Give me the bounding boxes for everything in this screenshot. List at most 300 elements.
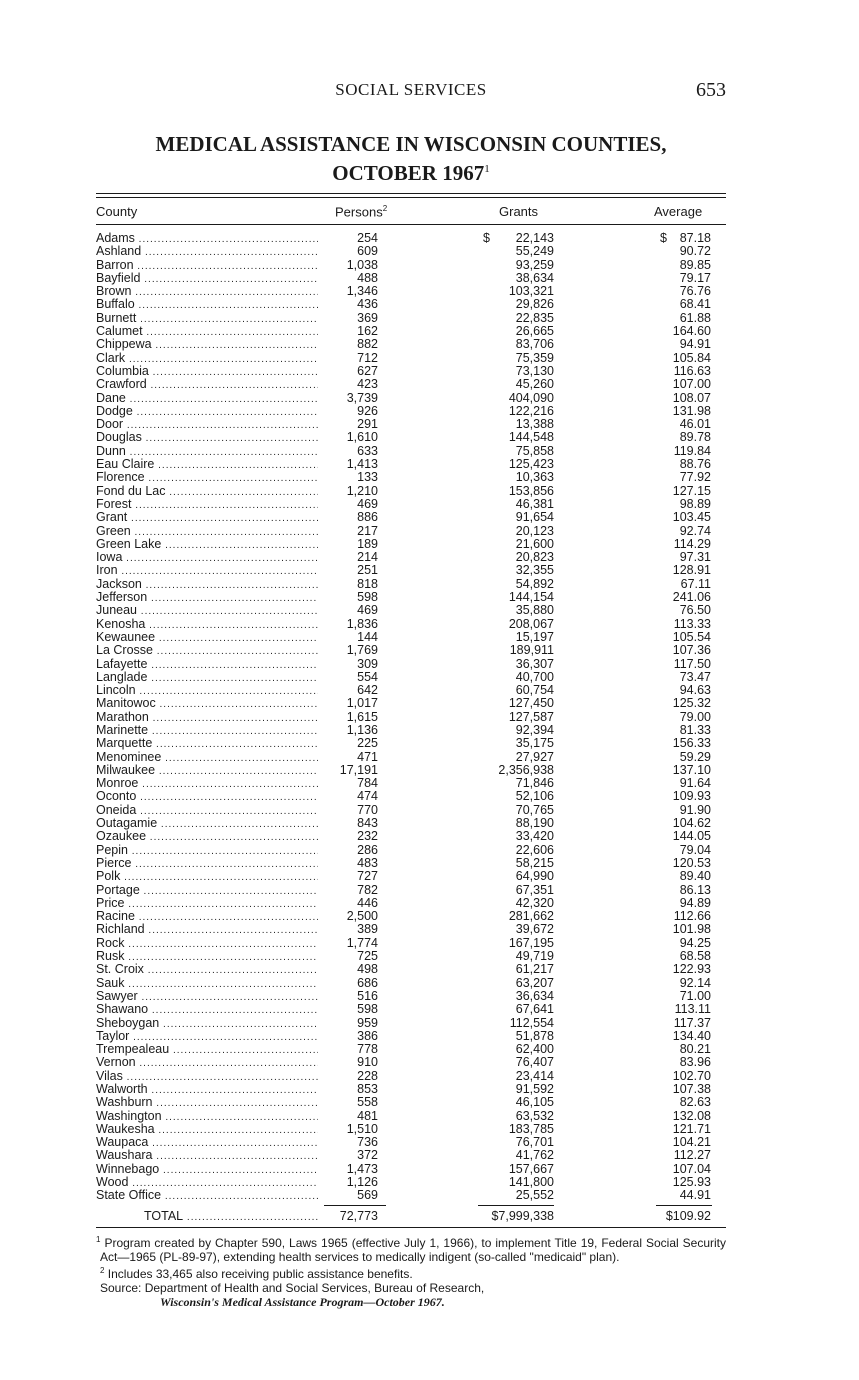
- persons-cell: 217: [357, 523, 378, 538]
- grants-cell: 63,532: [515, 1108, 554, 1123]
- persons-cell: 474: [357, 789, 378, 804]
- table-row: [96, 857, 726, 870]
- average-cell: 120.53: [672, 855, 711, 870]
- bottom-rule: [96, 1227, 726, 1228]
- average-cell: 46.01: [679, 417, 711, 432]
- table-row: [96, 790, 726, 803]
- persons-cell: 853: [357, 1082, 378, 1096]
- grants-cell: 20,123: [515, 523, 554, 538]
- table-row: [96, 804, 726, 817]
- footnote-2-mark: 2: [100, 1266, 105, 1275]
- average-cell: 98.89: [679, 496, 711, 511]
- average-cell: 128.91: [672, 563, 711, 578]
- average-cell: 112.66: [673, 909, 711, 924]
- table-row: [96, 338, 726, 351]
- average-cell: 107.04: [672, 1161, 711, 1176]
- persons-cell: 446: [357, 895, 378, 910]
- table-row: [96, 817, 726, 830]
- persons-cell: 782: [357, 882, 378, 897]
- county-name: Dunn .....: [96, 445, 318, 459]
- county-rows: [96, 232, 726, 1203]
- table-row: [96, 777, 726, 790]
- grants-cell: 67,641: [515, 1002, 554, 1017]
- table-row: [96, 485, 726, 498]
- table-row: [96, 591, 726, 604]
- county-name: Marquette .....: [96, 737, 318, 751]
- persons-cell: 1,017: [346, 696, 378, 711]
- average-cell: 114.29: [673, 536, 711, 551]
- average-cell: 44.91: [679, 1188, 711, 1203]
- persons-cell: 1,210: [346, 483, 378, 498]
- county-name: Columbia .....: [96, 365, 318, 379]
- average-cell: 94.89: [679, 895, 711, 910]
- grants-cell: 10,363: [515, 470, 554, 485]
- footnote-1: [96, 1233, 726, 1264]
- county-name: State Office .....: [96, 1189, 318, 1203]
- persons-cell: 882: [357, 337, 378, 352]
- grants-cell: 32,355: [515, 563, 554, 578]
- county-name: Milwaukee .....: [96, 764, 318, 778]
- table-row: [96, 1043, 726, 1056]
- persons-cell: 598: [357, 1002, 378, 1017]
- persons-cell: 516: [357, 988, 378, 1003]
- section-title: SOCIAL SERVICES: [335, 80, 487, 99]
- average-cell: 82.63: [679, 1095, 711, 1110]
- grants-cell: 76,701: [515, 1135, 554, 1150]
- county-name: Barron .....: [96, 259, 318, 273]
- grants-cell: 40,700: [515, 669, 554, 684]
- persons-cell: 843: [357, 816, 378, 831]
- grants-cell: 93,259: [515, 257, 554, 272]
- table-row: [96, 245, 726, 258]
- grants-cell: 58,215: [515, 855, 554, 870]
- county-name: Green .....: [96, 525, 318, 539]
- grants-cell: 22,143: [515, 231, 554, 245]
- grants-cell: 15,197: [515, 629, 554, 644]
- persons-cell: 251: [357, 563, 378, 578]
- average-cell: 107.36: [672, 643, 711, 658]
- grants-cell: 46,105: [515, 1095, 554, 1110]
- table-row: [96, 830, 726, 843]
- title-line-1: MEDICAL ASSISTANCE IN WISCONSIN COUNTIES,: [155, 132, 667, 156]
- average-cell: 90.72: [679, 244, 711, 259]
- table-row: [96, 471, 726, 484]
- table-row: [96, 538, 726, 551]
- average-cell: 92.74: [679, 523, 711, 538]
- average-cell: 164.60: [672, 324, 711, 339]
- persons-cell: 1,836: [346, 616, 378, 631]
- persons-cell: 818: [357, 576, 378, 591]
- table-row: [96, 551, 726, 564]
- table-title: [96, 132, 726, 186]
- table-row: [96, 418, 726, 431]
- county-name: Kewaunee .....: [96, 631, 318, 645]
- average-cell: 87.18: [679, 231, 711, 245]
- county-name: Eau Claire .....: [96, 458, 318, 472]
- grants-cell: 26,665: [515, 324, 554, 339]
- grants-cell: 45,260: [515, 377, 554, 392]
- average-cell: 107.00: [672, 377, 711, 392]
- average-cell: 68.58: [679, 949, 711, 964]
- average-cell: 117.37: [673, 1015, 711, 1030]
- total-label: TOTAL .....: [144, 1209, 319, 1223]
- average-cell: 104.62: [672, 816, 711, 831]
- grants-cell: 76,407: [515, 1055, 554, 1070]
- column-header-county: County: [96, 204, 138, 219]
- county-name: Walworth .....: [96, 1083, 318, 1097]
- grants-cell: 67,351: [515, 882, 554, 897]
- average-cell: 122.93: [672, 962, 711, 977]
- persons-cell: 1,774: [346, 935, 378, 950]
- footnote-1-text: Program created by Chapter 590, Laws 1965 (effective July 1, 1966), to implement Title 19, Federal Social Security Act—1965 (PL-89-97), extending health services to medically indigent (so-called "medicaid" plan).: [100, 1236, 726, 1264]
- grants-cell: 70,765: [515, 802, 554, 817]
- average-cell: 73.47: [679, 669, 711, 684]
- county-name: La Crosse .....: [96, 644, 318, 658]
- county-name: Jefferson .....: [96, 591, 318, 605]
- grants-cell: 33,420: [515, 829, 554, 844]
- county-name: Douglas .....: [96, 431, 318, 445]
- county-name: Shawano .....: [96, 1003, 318, 1017]
- average-cell: 107.38: [672, 1082, 711, 1096]
- grants-cell: 153,856: [508, 483, 554, 498]
- table-row: [96, 751, 726, 764]
- average-cell: 102.70: [672, 1068, 711, 1083]
- county-name: Winnebago .....: [96, 1163, 318, 1177]
- grants-cell: 208,067: [508, 616, 554, 631]
- grants-cell: 75,359: [515, 350, 554, 365]
- persons-cell: 1,346: [346, 284, 378, 299]
- grants-cell: 36,634: [515, 988, 554, 1003]
- county-name: Ashland .....: [96, 245, 318, 259]
- persons-cell: 1,769: [346, 643, 378, 658]
- persons-cell: 228: [357, 1068, 378, 1083]
- table-row: [96, 578, 726, 591]
- average-cell: 103.45: [672, 510, 711, 525]
- average-cell: 105.84: [672, 350, 711, 365]
- table-row: [96, 431, 726, 444]
- persons-cell: 291: [357, 417, 378, 432]
- table-row: [96, 658, 726, 671]
- average-cell: 121.71: [672, 1121, 711, 1136]
- grants-cell: 21,600: [515, 536, 554, 551]
- table-row: [96, 564, 726, 577]
- county-name: Monroe .....: [96, 777, 318, 791]
- persons-cell: 598: [357, 590, 378, 605]
- grants-cell: 125,423: [508, 457, 554, 472]
- average-cell: 112.27: [673, 1148, 711, 1163]
- average-cell: 89.40: [679, 869, 711, 884]
- grants-cell: 13,388: [515, 417, 554, 432]
- average-cell: 94.25: [679, 935, 711, 950]
- grants-cell: 183,785: [508, 1121, 554, 1136]
- table-row: [96, 378, 726, 391]
- table-row: [96, 365, 726, 378]
- persons-cell: 162: [357, 324, 378, 339]
- county-name: Lincoln .....: [96, 684, 318, 698]
- average-cell: 119.84: [673, 443, 711, 458]
- county-name: Waushara .....: [96, 1149, 318, 1163]
- grants-cell: 141,800: [508, 1175, 554, 1190]
- county-name: Marinette .....: [96, 724, 318, 738]
- county-name: Taylor .....: [96, 1030, 318, 1044]
- grants-cell: 404,090: [508, 390, 554, 405]
- title-footnote-ref: 1: [484, 163, 490, 175]
- persons-cell: 469: [357, 603, 378, 618]
- table-row: [96, 1189, 726, 1202]
- table-row: [96, 1136, 726, 1149]
- persons-cell: 423: [357, 377, 378, 392]
- county-name: Adams .....: [96, 232, 318, 246]
- grants-cell: 52,106: [515, 789, 554, 804]
- average-cell: 144.05: [672, 829, 711, 844]
- average-cell: 113.33: [673, 616, 711, 631]
- average-cell: 67.11: [680, 576, 711, 591]
- top-rule-2: [96, 197, 726, 198]
- grants-cell: 63,207: [515, 975, 554, 990]
- table-row: [96, 259, 726, 272]
- grants-cell: 51,878: [515, 1028, 554, 1043]
- grants-cell: 91,654: [515, 510, 554, 525]
- title-line-2: [96, 157, 726, 186]
- persons-cell: 1,610: [346, 430, 378, 445]
- persons-cell: 569: [357, 1188, 378, 1203]
- average-cell: 109.93: [672, 789, 711, 804]
- persons-cell: 1,136: [346, 722, 378, 737]
- persons-cell: 727: [357, 869, 378, 884]
- county-name: Dane .....: [96, 392, 318, 406]
- table-row: [96, 498, 726, 511]
- grants-cell: 122,216: [508, 403, 554, 418]
- grants-cell: 144,548: [508, 430, 554, 445]
- average-cell: 88.76: [679, 457, 711, 472]
- persons-cell: 778: [357, 1042, 378, 1057]
- average-cell: 241.06: [672, 590, 711, 605]
- table-row: [96, 1110, 726, 1123]
- grants-cell: 127,450: [508, 696, 554, 711]
- table-row: [96, 618, 726, 631]
- county-name: Grant .....: [96, 511, 318, 525]
- average-cell: 97.31: [679, 550, 711, 565]
- average-cell: 94.63: [679, 683, 711, 698]
- county-name: Vernon .....: [96, 1056, 318, 1070]
- table-row: [96, 844, 726, 857]
- county-name: Polk .....: [96, 870, 318, 884]
- persons-cell: 686: [357, 975, 378, 990]
- table-row: [96, 711, 726, 724]
- county-name: Sawyer .....: [96, 990, 318, 1004]
- average-cell: 125.93: [672, 1175, 711, 1190]
- table-row: [96, 697, 726, 710]
- average-cell: 134.40: [672, 1028, 711, 1043]
- county-name: Washburn .....: [96, 1096, 318, 1110]
- grants-cell: 73,130: [515, 363, 554, 378]
- table-row: [96, 604, 726, 617]
- average-currency-symbol: $: [660, 231, 667, 245]
- table-row: [96, 764, 726, 777]
- table-row: [96, 963, 726, 976]
- grants-cell: 22,835: [515, 310, 554, 325]
- average-cell: 104.21: [672, 1135, 711, 1150]
- persons-cell: 133: [357, 470, 378, 485]
- persons-cell: 372: [357, 1148, 378, 1163]
- table-row: [96, 298, 726, 311]
- county-name: Manitowoc .....: [96, 697, 318, 711]
- table-row: [96, 631, 726, 644]
- grants-cell: 55,249: [515, 244, 554, 259]
- persons-cell: 389: [357, 922, 378, 937]
- persons-cell: 886: [357, 510, 378, 525]
- persons-cell: 770: [357, 802, 378, 817]
- top-rule: [96, 193, 726, 194]
- persons-cell: 784: [357, 776, 378, 791]
- county-name: Richland .....: [96, 923, 318, 937]
- grants-currency-symbol: $: [483, 231, 490, 245]
- grants-cell: 27,927: [515, 749, 554, 764]
- grants-cell: 62,400: [515, 1042, 554, 1057]
- table-row: [96, 405, 726, 418]
- county-name: Juneau .....: [96, 604, 318, 618]
- average-cell: 81.33: [679, 722, 711, 737]
- persons-cell: 725: [357, 949, 378, 964]
- county-name: Langlade .....: [96, 671, 318, 685]
- table-row: [96, 870, 726, 883]
- title-date: OCTOBER 1967: [332, 161, 485, 185]
- table-row: [96, 1176, 726, 1189]
- grants-cell: 29,826: [515, 297, 554, 312]
- county-name: Forest .....: [96, 498, 318, 512]
- table-row: [96, 1123, 726, 1136]
- table-row: [96, 285, 726, 298]
- column-header-persons: [335, 204, 387, 219]
- persons-cell: 1,126: [346, 1175, 378, 1190]
- persons-cell: 1,473: [346, 1161, 378, 1176]
- average-cell: 131.98: [672, 403, 711, 418]
- average-cell: 89.85: [679, 257, 711, 272]
- average-cell: 71.00: [679, 988, 711, 1003]
- persons-cell: 3,739: [346, 390, 378, 405]
- county-name: Washington .....: [96, 1110, 318, 1124]
- county-name: Brown .....: [96, 285, 318, 299]
- grants-cell: 22,606: [515, 842, 554, 857]
- persons-cell: 369: [357, 310, 378, 325]
- persons-footnote-ref: 2: [382, 204, 388, 213]
- grants-cell: 112,554: [509, 1015, 554, 1030]
- table-row: [96, 1017, 726, 1030]
- county-name: Chippewa .....: [96, 338, 318, 352]
- footnote-2: [100, 1264, 726, 1281]
- persons-cell: 736: [357, 1135, 378, 1150]
- persons-cell: 1,615: [346, 709, 378, 724]
- county-name: Portage .....: [96, 884, 318, 898]
- county-name: Crawford .....: [96, 378, 318, 392]
- average-cell: 76.76: [679, 284, 711, 299]
- average-cell: 92.14: [679, 975, 711, 990]
- average-cell: 127.15: [672, 483, 711, 498]
- grants-cell: 60,754: [515, 683, 554, 698]
- persons-cell: 225: [357, 736, 378, 751]
- county-name: Marathon .....: [96, 711, 318, 725]
- persons-cell: 483: [357, 855, 378, 870]
- county-name: Rock .....: [96, 937, 318, 951]
- grants-cell: 39,672: [515, 922, 554, 937]
- county-name: Florence .....: [96, 471, 318, 485]
- grants-cell: 25,552: [515, 1188, 554, 1203]
- persons-cell: 1,510: [346, 1121, 378, 1136]
- grants-cell: 83,706: [515, 337, 554, 352]
- grants-cell: 2,356,938: [498, 762, 554, 777]
- table-row: [96, 977, 726, 990]
- persons-cell: 189: [357, 536, 378, 551]
- county-name: Trempealeau .....: [96, 1043, 318, 1057]
- persons-cell: 554: [357, 669, 378, 684]
- county-name: Door .....: [96, 418, 318, 432]
- grants-cell: 42,320: [515, 895, 554, 910]
- persons-cell: 286: [357, 842, 378, 857]
- grants-cell: 64,990: [515, 869, 554, 884]
- table-row: [96, 910, 726, 923]
- grants-cell: 35,880: [515, 603, 554, 618]
- county-name: Waupaca .....: [96, 1136, 318, 1150]
- county-name: St. Croix .....: [96, 963, 318, 977]
- table-row: [96, 272, 726, 285]
- table-row: [96, 1070, 726, 1083]
- persons-cell: 144: [357, 629, 378, 644]
- persons-cell: 214: [357, 550, 378, 565]
- average-cell: 83.96: [679, 1055, 711, 1070]
- persons-cell: 481: [357, 1108, 378, 1123]
- average-cell: 137.10: [672, 762, 711, 777]
- average-cell: 59.29: [679, 749, 711, 764]
- county-name: Wood .....: [96, 1176, 318, 1190]
- grants-cell: 103,321: [508, 284, 554, 299]
- grants-cell: 23,414: [515, 1068, 554, 1083]
- persons-cell: 910: [357, 1055, 378, 1070]
- table-row: [96, 1030, 726, 1043]
- page-number: 653: [696, 79, 726, 101]
- table-row: [96, 325, 726, 338]
- average-cell: 113.11: [674, 1002, 711, 1017]
- county-name: Iron .....: [96, 564, 318, 578]
- county-name: Pepin .....: [96, 844, 318, 858]
- table-row: [96, 1163, 726, 1176]
- grants-cell: 54,892: [515, 576, 554, 591]
- county-name: Calumet .....: [96, 325, 318, 339]
- average-cell: 76.50: [679, 603, 711, 618]
- total-row: [96, 1209, 726, 1223]
- grants-cell: 92,394: [515, 722, 554, 737]
- average-cell: 68.41: [679, 297, 711, 312]
- grants-cell: 189,911: [509, 643, 554, 658]
- table-row: [96, 923, 726, 936]
- grants-cell: 167,195: [508, 935, 554, 950]
- county-name: Buffalo .....: [96, 298, 318, 312]
- source-title: Wisconsin's Medical Assistance Program—October 1967.: [160, 1295, 445, 1309]
- persons-cell: 642: [357, 683, 378, 698]
- county-name: Menominee .....: [96, 751, 318, 765]
- persons-cell: 712: [357, 350, 378, 365]
- persons-cell: 254: [357, 231, 378, 245]
- footnote-1-mark: 1: [96, 1235, 101, 1244]
- table-row: [96, 737, 726, 750]
- column-header-grants: Grants: [499, 204, 539, 219]
- total-grants: $7,999,338: [491, 1209, 554, 1223]
- average-cell: 132.08: [672, 1108, 711, 1123]
- table-row: [96, 1149, 726, 1162]
- grants-cell: 49,719: [515, 949, 554, 964]
- persons-cell: 1,038: [346, 257, 378, 272]
- average-cell: 91.90: [679, 802, 711, 817]
- average-cell: 105.54: [672, 629, 711, 644]
